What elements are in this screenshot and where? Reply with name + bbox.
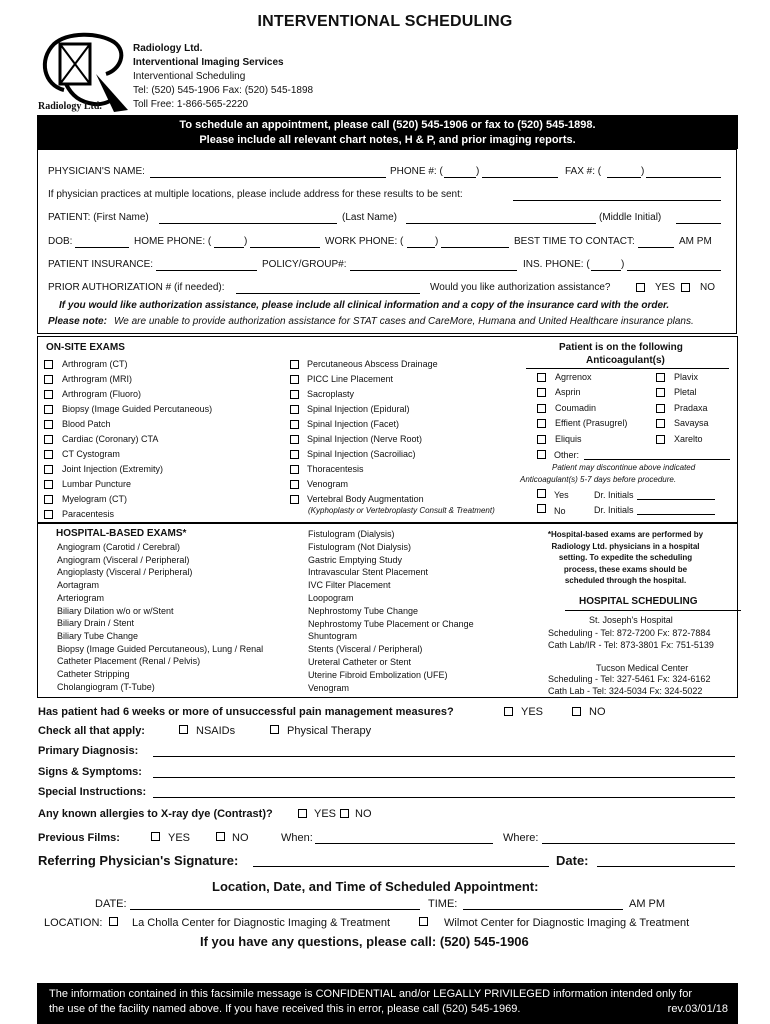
pain-question: Has patient had 6 weeks or more of unsuccessful pain management measures? [38,706,454,718]
anticoag-agrrenox: Agrrenox [555,372,592,382]
spinal-injection-facet-checkbox[interactable] [290,420,299,429]
tmc-scheduling: Scheduling - Tel: 327-5461 Fx: 324-6162 [548,674,711,684]
phone-number-field[interactable] [482,177,558,178]
signs-symptoms-label: Signs & Symptoms: [38,766,142,778]
footer-line-1: The information contained in this facsimile message is CONFIDENTIAL and/or LEGALLY PRIVILEGED information intended only for [49,988,692,1000]
anticoag-effient-prasugrel: Effient (Prasugrel) [555,418,628,429]
paren: ) [641,166,645,177]
hospital-exam-arteriogram: Arteriogram [57,592,105,603]
vertebral-note: (Kyphoplasty or Vertebroplasty Consult & Treatment) [308,506,495,515]
allergy-question: Any known allergies to X-ray dye (Contrast)? [38,808,273,820]
auth-note: If you would like authorization assistance, please include all clinical information and a copy of the insurance card with the order. [59,300,670,311]
paren: ) [244,236,248,247]
onsite-heading: ON-SITE EXAMS [46,342,125,353]
paracentesis-checkbox[interactable] [44,510,53,519]
st-joseph-scheduling: Scheduling - Tel: 872-7200 Fx: 872-7884 [548,628,711,638]
pradaxa-checkbox[interactable] [656,404,665,413]
joint-injection-extremity-checkbox[interactable] [44,465,53,474]
insurance-field[interactable] [156,270,257,271]
when-field[interactable] [315,843,493,844]
hospital-exam-gastric-emptying-study: Gastric Emptying Study [308,554,403,565]
discontinue-no-label: No [554,506,566,516]
first-name-field[interactable] [159,223,337,224]
hospital-exam-ureteral-catheter-or-stent: Ureteral Catheter or Stent [308,657,412,667]
nsaids-checkbox[interactable] [179,725,188,734]
work-phone-area-field[interactable] [407,247,435,248]
anticoag-savaysa: Savaysa [674,418,709,429]
hospital-exam-angiogram-carotid-cerebral: Angiogram (Carotid / Cerebral) [57,542,181,552]
hospital-scheduling-heading: HOSPITAL SCHEDULING [579,596,698,607]
films-yes-checkbox[interactable] [151,832,160,841]
ins-phone-field[interactable] [627,270,721,271]
wilmot-label: Wilmot Center for Diagnostic Imaging & Treatment [444,917,690,929]
eliquis-checkbox[interactable] [537,435,546,444]
myelogram-ct-checkbox[interactable] [44,495,53,504]
onsite-exam-arthrogram-fluoro: Arthrogram (Fluoro) [62,389,142,399]
fax-area-field[interactable] [607,177,641,178]
allergy-no-label: NO [355,808,372,820]
onsite-exam-thoracentesis: Thoracentesis [307,464,364,474]
dr-initials-yes-field[interactable] [637,499,715,500]
pain-no-label: NO [589,706,606,718]
results-address-field[interactable] [513,200,721,201]
hospital-note-line: setting. To expedite the scheduling [558,553,693,562]
hospital-exam-catheter-stripping: Catheter Stripping [57,669,130,679]
biopsy-image-guided-percutaneous-checkbox[interactable] [44,405,53,414]
footer-line-2: the use of the facility named above. If you have received this in error, please call (520) 545-1969. [49,1003,521,1015]
onsite-exam-cardiac-coronary-cta: Cardiac (Coronary) CTA [62,434,159,444]
effient-prasugrel-checkbox[interactable] [537,419,546,428]
footer-line-2-row [49,1002,728,1017]
special-instructions-field[interactable] [153,797,735,798]
auth-no-checkbox[interactable] [681,283,690,292]
other-anticoag-label: Other: [554,450,580,460]
middle-initial-field[interactable] [676,223,721,224]
phone-label: PHONE #: ( [390,166,443,177]
st-joseph-name: St. Joseph's Hospital [589,615,673,625]
la-cholla-checkbox[interactable] [109,917,118,926]
dob-label: DOB: [48,236,73,247]
work-phone-field[interactable] [441,247,509,248]
paren: ) [621,259,625,270]
la-cholla-label: La Cholla Center for Diagnostic Imaging & Treatment [132,917,391,929]
hospital-exam-venogram: Venogram [308,682,350,693]
location-label: LOCATION: [44,917,103,929]
anticoag-eliquis: Eliquis [555,433,582,444]
tmc-cathlab: Cath Lab - Tel: 324-5034 Fx: 324-5022 [548,686,703,696]
xarelto-checkbox[interactable] [656,435,665,444]
phone-area-field[interactable] [444,177,476,178]
agrrenox-checkbox[interactable] [537,373,546,382]
hospital-exam-biliary-dilation-w-o-or-w-stent: Biliary Dilation w/o or w/Stent [57,605,174,616]
anticoag-note-1: Patient may discontinue above indicated [552,463,696,472]
company-name: Radiology Ltd. [133,43,203,54]
physician-name-label: PHYSICIAN'S NAME: [48,166,145,177]
best-time-field[interactable] [638,247,674,248]
banner-line-2: Please include all relevant chart notes, H & P, and prior imaging reports. [199,134,576,146]
am-pm-label[interactable]: AM PM [679,236,712,247]
where-field[interactable] [542,843,735,844]
last-name-field[interactable] [406,223,596,224]
policy-field[interactable] [350,270,517,271]
onsite-exam-percutaneous-abscess-drainage: Percutaneous Abscess Drainage [307,359,438,369]
questions-phone: If you have any questions, please call: (520) 545-1906 [200,934,529,949]
hospital-exam-loopogram: Loopogram [308,593,354,603]
appointment-time-label: TIME: [428,898,458,910]
hospital-exam-biliary-drain-stent: Biliary Drain / Stent [57,618,135,629]
logo-caption: Radiology Ltd. [38,101,102,112]
hospital-exam-aortagram: Aortagram [57,580,100,591]
auth-yes-label: YES [655,282,676,293]
onsite-exam-paracentesis: Paracentesis [62,509,115,519]
hospital-exams-section [37,523,738,698]
onsite-exam-myelogram-ct: Myelogram (CT) [62,494,128,504]
referring-signature-field[interactable] [253,866,549,867]
hospital-exam-uterine-fibroid-embolization-ufe: Uterine Fibroid Embolization (UFE) [308,669,448,680]
percutaneous-abscess-drainage-checkbox[interactable] [290,360,299,369]
pain-yes-checkbox[interactable] [504,707,513,716]
physical-therapy-checkbox[interactable] [270,725,279,734]
nsaids-label: NSAIDs [196,725,236,737]
ins-phone-area-field[interactable] [591,270,621,271]
referring-signature-label: Referring Physician's Signature: [38,853,239,868]
hospital-exam-angioplasty-visceral-peripheral: Angioplasty (Visceral / Peripheral) [57,567,193,578]
anticoag-heading-rule [526,368,729,369]
physical-therapy-label: Physical Therapy [287,725,372,737]
dr-initials-no-field[interactable] [637,514,715,515]
venogram-checkbox[interactable] [290,480,299,489]
hospital-exam-fistulogram-dialysis: Fistulogram (Dialysis) [308,529,395,539]
please-note-text: We are unable to provide authorization assistance for STAT cases and CareMore, Humana and United Healthcare insurance plans. [114,316,694,327]
anticoag-plavix: Plavix [674,372,699,382]
signature-date-label: Date: [556,853,589,868]
picc-line-placement-checkbox[interactable] [290,375,299,384]
primary-diagnosis-field[interactable] [153,756,735,757]
banner-line-1: To schedule an appointment, please call (520) 545-1906 or fax to (520) 545-1898. [179,119,596,131]
best-time-label: BEST TIME TO CONTACT: [514,236,635,247]
hospital-exam-biopsy-image-guided-percutaneous-lung-renal: Biopsy (Image Guided Percutaneous), Lung / Renal [57,643,264,654]
fax-number-field[interactable] [646,177,721,178]
onsite-exam-ct-cystogram: CT Cystogram [62,449,120,459]
thoracentesis-checkbox[interactable] [290,465,299,474]
appointment-date-label: DATE: [95,898,127,910]
blood-patch-checkbox[interactable] [44,420,53,429]
onsite-exam-spinal-injection-sacroiliac: Spinal Injection (Sacroiliac) [307,449,416,459]
hospital-heading: HOSPITAL-BASED EXAMS* [56,528,187,539]
onsite-exam-biopsy-image-guided-percutaneous: Biopsy (Image Guided Percutaneous) [62,404,213,414]
coumadin-checkbox[interactable] [537,404,546,413]
hospital-exam-nephrostomy-tube-change: Nephrostomy Tube Change [308,605,419,616]
onsite-exams-section [37,336,738,523]
hospital-exam-biliary-tube-change: Biliary Tube Change [57,630,139,641]
hospital-exam-stents-visceral-peripheral: Stents (Visceral / Peripheral) [308,644,423,655]
appointment-date-field[interactable] [130,909,420,910]
hospital-exam-intravascular-stent-placement: Intravascular Stent Placement [308,567,429,578]
appointment-time-field[interactable] [463,909,623,910]
dob-field[interactable] [75,247,129,248]
fax-label: FAX #: ( [565,166,602,177]
anticoag-heading-1: Patient is on the following [559,342,683,353]
onsite-exam-spinal-injection-nerve-root: Spinal Injection (Nerve Root) [307,434,423,444]
home-phone-label: HOME PHONE: ( [134,236,212,247]
services-name: Interventional Imaging Services [133,57,284,68]
ct-cystogram-checkbox[interactable] [44,450,53,459]
sacroplasty-checkbox[interactable] [290,390,299,399]
physician-name-field[interactable] [150,177,386,178]
discontinue-yes-checkbox[interactable] [537,489,546,498]
spinal-injection-sacroiliac-checkbox[interactable] [290,450,299,459]
work-phone-label: WORK PHONE: ( [325,236,404,247]
paren: ) [476,166,480,177]
tmc-name: Tucson Medical Center [596,663,689,673]
spinal-injection-epidural-checkbox[interactable] [290,405,299,414]
anticoag-heading-2: Anticoagulant(s) [586,355,665,366]
please-note-label: Please note: [48,316,107,327]
first-name-label: PATIENT: (First Name) [48,212,149,223]
scheduling-banner [37,115,738,149]
arthrogram-ct-checkbox[interactable] [44,360,53,369]
middle-initial-label: (Middle Initial) [599,212,662,223]
appointment-heading: Location, Date, and Time of Scheduled Appointment: [212,879,539,894]
anticoag-asprin: Asprin [555,387,581,398]
when-label: When: [281,832,313,844]
onsite-exam-spinal-injection-facet: Spinal Injection (Facet) [307,419,400,429]
patient-info-section [37,149,737,334]
pain-no-checkbox[interactable] [572,707,581,716]
cardiac-coronary-cta-checkbox[interactable] [44,435,53,444]
auth-no-label: NO [700,282,715,293]
ins-phone-label: INS. PHONE: ( [523,259,590,270]
wilmot-checkbox[interactable] [419,917,428,926]
vertebral-body-augmentation-checkbox[interactable] [290,495,299,504]
prior-auth-field[interactable] [236,293,420,294]
savaysa-checkbox[interactable] [656,419,665,428]
department-name: Interventional Scheduling [133,71,246,82]
films-no-label: NO [232,832,249,844]
auth-yes-checkbox[interactable] [636,283,645,292]
signs-symptoms-field[interactable] [153,777,735,778]
allergy-yes-checkbox[interactable] [298,809,307,818]
lumbar-puncture-checkbox[interactable] [44,480,53,489]
where-label: Where: [503,832,539,844]
hospital-exam-nephrostomy-tube-placement-or-change: Nephrostomy Tube Placement or Change [308,618,474,629]
anticoag-coumadin: Coumadin [555,402,597,413]
home-phone-area-field[interactable] [214,247,244,248]
hospital-exam-catheter-placement-renal-pelvis: Catheter Placement (Renal / Pelvis) [57,656,201,667]
toll-free: Toll Free: 1-866-565-2220 [133,99,249,110]
anticoag-xarelto: Xarelto [674,433,703,444]
other-anticoag-checkbox[interactable] [537,450,546,459]
primary-diagnosis-label: Primary Diagnosis: [38,745,139,757]
other-anticoag-field[interactable] [584,459,730,460]
hospital-scheduling-rule [565,610,741,611]
tel-fax: Tel: (520) 545-1906 Fax: (520) 545-1898 [133,85,314,96]
onsite-exam-arthrogram-mri: Arthrogram (MRI) [62,374,133,384]
check-all-label: Check all that apply: [38,725,145,737]
onsite-exam-vertebral-body-augmentation: Vertebral Body Augmentation [307,494,424,504]
onsite-exam-picc-line-placement: PICC Line Placement [307,374,394,384]
onsite-exam-blood-patch: Blood Patch [62,419,111,429]
st-joseph-cathlab: Cath Lab/IR - Tel: 873-3801 Fx: 751-5139 [548,640,714,650]
appointment-am-pm[interactable]: AM PM [629,898,666,910]
anticoag-pletal: Pletal [674,387,697,398]
pletal-checkbox[interactable] [656,388,665,397]
films-yes-label: YES [168,832,191,844]
insurance-label: PATIENT INSURANCE: [48,259,154,270]
hospital-exam-shuntogram: Shuntogram [308,631,358,642]
prior-auth-label: PRIOR AUTHORIZATION # (if needed): [48,282,225,293]
onsite-exam-joint-injection-extremity: Joint Injection (Extremity) [62,464,164,474]
revision-date: rev.03/01/18 [667,1003,728,1015]
multi-location-label: If physician practices at multiple locations, please include address for these results to be sent: [48,189,463,200]
films-no-checkbox[interactable] [216,832,225,841]
signature-date-field[interactable] [597,866,735,867]
onsite-exam-sacroplasty: Sacroplasty [307,389,355,399]
arthrogram-mri-checkbox[interactable] [44,375,53,384]
discontinue-yes-label: Yes [554,490,569,500]
page-title: INTERVENTIONAL SCHEDULING [257,13,513,30]
hospital-note-line: scheduled through the hospital. [564,576,687,585]
onsite-exam-venogram: Venogram [307,479,349,489]
onsite-exam-lumbar-puncture: Lumbar Puncture [62,479,132,489]
hospital-exam-fistulogram-not-dialysis: Fistulogram (Not Dialysis) [308,541,412,552]
hospital-note-line: process, these exams should be [563,564,688,574]
dr-initials-yes-label: Dr. Initials [594,490,634,500]
hospital-note-line: Radiology Ltd. physicians in a hospital [551,541,700,551]
discontinue-no-checkbox[interactable] [537,504,546,513]
dr-initials-no-label: Dr. Initials [594,505,634,515]
hospital-exam-cholangiogram-t-tube: Cholangiogram (T-Tube) [57,681,155,692]
previous-films-label: Previous Films: [38,832,120,844]
last-name-label: (Last Name) [342,212,398,223]
allergy-yes-label: YES [314,808,337,820]
asprin-checkbox[interactable] [537,388,546,397]
auth-assist-question: Would you like authorization assistance? [430,282,611,293]
anticoag-note-2: Anticoagulant(s) 5-7 days before procedure. [520,475,677,484]
paren: ) [435,236,439,247]
onsite-exam-arthrogram-ct: Arthrogram (CT) [62,359,128,369]
hospital-exam-angiogram-visceral-peripheral: Angiogram (Visceral / Peripheral) [57,554,190,565]
home-phone-field[interactable] [250,247,320,248]
plavix-checkbox[interactable] [656,373,665,382]
arthrogram-fluoro-checkbox[interactable] [44,390,53,399]
special-instructions-label: Special Instructions: [38,786,147,798]
onsite-exam-spinal-injection-epidural: Spinal Injection (Epidural) [307,404,410,414]
confidentiality-footer [37,983,738,1024]
policy-label: POLICY/GROUP#: [262,259,347,270]
pain-yes-label: YES [521,706,544,718]
hospital-note-line: *Hospital-based exams are performed by [547,530,704,539]
spinal-injection-nerve-root-checkbox[interactable] [290,435,299,444]
anticoag-pradaxa: Pradaxa [674,402,708,413]
hospital-exam-ivc-filter-placement: IVC Filter Placement [308,580,391,591]
allergy-no-checkbox[interactable] [340,809,349,818]
